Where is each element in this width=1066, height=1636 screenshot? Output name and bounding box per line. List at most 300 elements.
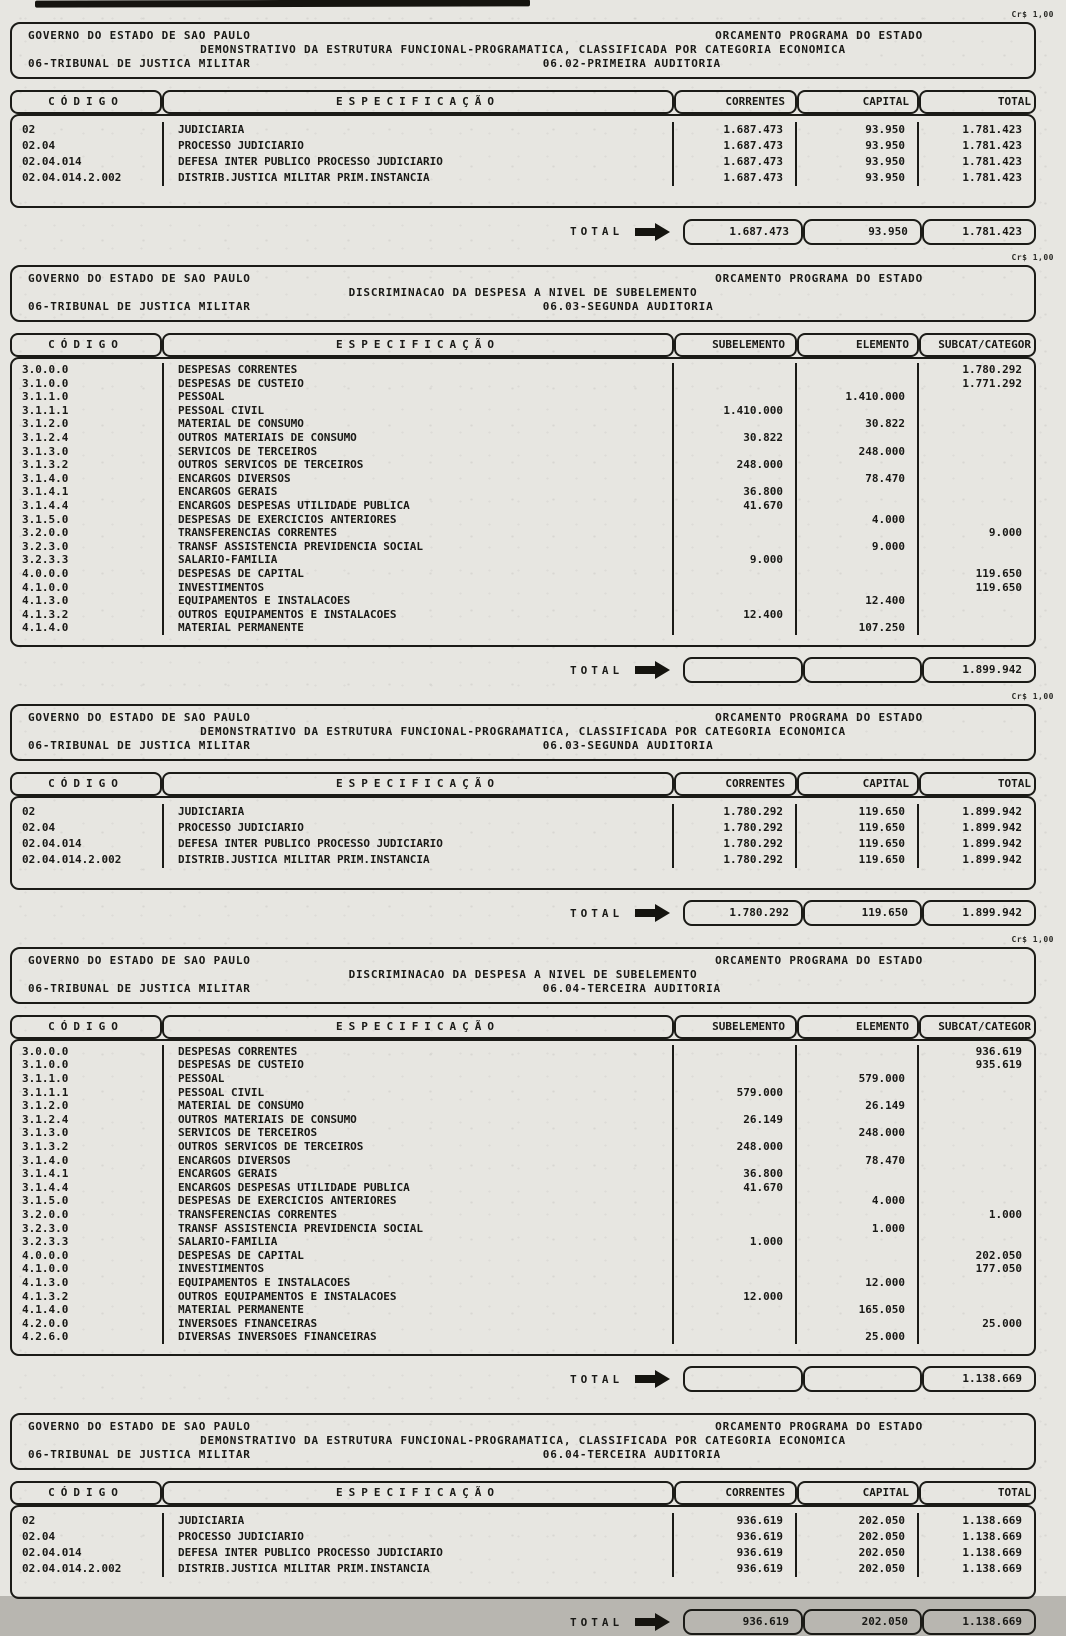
row-code: 3.1.1.0	[22, 390, 69, 404]
row-value: 30.822	[795, 417, 917, 431]
row-spec: OUTROS SERVICOS DE TERCEIROS	[162, 458, 672, 472]
total-arrow-icon	[635, 1369, 671, 1389]
section-header-box	[10, 265, 1036, 322]
row-code: 02.04.014	[22, 836, 82, 850]
row-value	[917, 1194, 1034, 1208]
row-value	[672, 540, 795, 554]
row-code: 4.0.0.0	[22, 566, 69, 580]
row-code: 3.2.3.0	[22, 1221, 69, 1235]
org-name: GOVERNO DO ESTADO DE SAO PAULO	[28, 29, 251, 42]
org-name: GOVERNO DO ESTADO DE SAO PAULO	[28, 710, 251, 724]
total-label: TOTAL	[570, 663, 624, 677]
row-code: 3.1.4.1	[22, 1167, 69, 1181]
column-header: CORRENTES	[674, 90, 797, 114]
row-value: 1.138.669	[917, 1561, 1034, 1577]
header-line-1	[28, 954, 1018, 967]
total-row	[10, 657, 1036, 684]
row-spec: PESSOAL CIVIL	[162, 404, 672, 418]
row-value: 202.050	[795, 1513, 917, 1529]
report-title: ORCAMENTO PROGRAMA DO ESTADO	[715, 272, 923, 285]
total-arrow-icon	[635, 660, 671, 680]
header-line-1	[28, 711, 1018, 724]
row-value: 1.138.669	[917, 1545, 1034, 1561]
header-line-1	[28, 29, 1018, 42]
table-body	[10, 796, 1036, 890]
row-value: 936.619	[917, 1045, 1034, 1059]
row-value: 1.899.942	[917, 820, 1034, 836]
row-value	[917, 1126, 1034, 1140]
row-code: 3.1.0.0	[22, 1058, 69, 1072]
row-value	[917, 1276, 1034, 1290]
currency-note: Cr$ 1,00	[1011, 253, 1054, 262]
total-value-col3: 1.138.669	[922, 1366, 1036, 1392]
row-value: 93.950	[795, 170, 917, 186]
row-value	[917, 485, 1034, 499]
row-value	[672, 1330, 795, 1344]
row-value	[917, 608, 1034, 622]
row-value	[917, 472, 1034, 486]
row-value: 1.687.473	[672, 154, 795, 170]
org-unit: 06-TRIBUNAL DE JUSTICA MILITAR	[28, 738, 251, 752]
row-value	[795, 485, 917, 499]
report-title: ORCAMENTO PROGRAMA DO ESTADO	[715, 710, 923, 724]
total-row	[10, 218, 1036, 245]
total-value-col2	[803, 1366, 922, 1392]
audit-unit: 06.03-SEGUNDA AUDITORIA	[542, 300, 714, 313]
header-line-2	[28, 968, 1018, 981]
column-header: CÓDIGO	[10, 333, 162, 357]
column-header: ESPECIFICAÇÃO	[162, 333, 674, 357]
row-code: 3.1.5.0	[22, 1194, 69, 1208]
row-code: 4.1.0.0	[22, 580, 69, 594]
row-value	[672, 1262, 795, 1276]
row-value	[795, 1249, 917, 1263]
row-value: 1.000	[917, 1208, 1034, 1222]
audit-unit: 06.03-SEGUNDA AUDITORIA	[542, 738, 714, 752]
row-value	[672, 513, 795, 527]
row-code: 3.1.3.0	[22, 444, 69, 458]
total-label: TOTAL	[570, 1615, 624, 1629]
row-value	[795, 1113, 917, 1127]
row-value	[795, 363, 917, 377]
row-value: 248.000	[672, 458, 795, 472]
row-value	[917, 1235, 1034, 1249]
row-value: 1.138.669	[917, 1529, 1034, 1545]
total-row	[10, 900, 1036, 927]
row-value: 1.780.292	[917, 363, 1034, 377]
row-code: 4.1.3.2	[22, 1289, 69, 1303]
row-value	[672, 1058, 795, 1072]
row-value	[795, 1317, 917, 1331]
total-label: TOTAL	[570, 1372, 624, 1386]
report-title: ORCAMENTO PROGRAMA DO ESTADO	[715, 1419, 923, 1433]
column-header: SUBCAT/CATEGOR	[919, 1015, 1036, 1039]
row-value: 1.687.473	[672, 138, 795, 154]
row-value: 202.050	[795, 1561, 917, 1577]
row-value	[917, 458, 1034, 472]
row-code: 4.1.3.2	[22, 607, 69, 621]
budget-section	[10, 691, 1054, 927]
row-value: 1.780.292	[672, 852, 795, 868]
column-header: ELEMENTO	[797, 333, 919, 357]
row-value	[795, 499, 917, 513]
row-value	[917, 1086, 1034, 1100]
row-code: 3.1.4.4	[22, 498, 69, 512]
row-code: 3.1.4.0	[22, 471, 69, 485]
row-value: 936.619	[672, 1545, 795, 1561]
row-value: 26.149	[795, 1099, 917, 1113]
report-subtitle: DEMONSTRATIVO DA ESTRUTURA FUNCIONAL-PROGRAMATICA, CLASSIFICADA POR CATEGORIA ECONOMICA	[200, 724, 846, 738]
row-value	[672, 1303, 795, 1317]
row-value	[917, 513, 1034, 527]
column-header: SUBELEMENTO	[674, 1015, 797, 1039]
row-spec: SERVICOS DE TERCEIROS	[162, 1126, 672, 1140]
row-spec: MATERIAL DE CONSUMO	[162, 1099, 672, 1113]
row-code: 3.0.0.0	[22, 363, 69, 376]
row-value	[672, 1276, 795, 1290]
total-row	[10, 1366, 1036, 1393]
row-code: 02.04	[22, 139, 56, 152]
row-value: 1.781.423	[917, 154, 1034, 170]
row-spec: TRANSF ASSISTENCIA PREVIDENCIA SOCIAL	[162, 540, 672, 554]
row-value	[917, 390, 1034, 404]
row-code: 3.1.1.1	[22, 1085, 69, 1099]
row-spec: DESPESAS DE EXERCICIOS ANTERIORES	[162, 513, 672, 527]
total-label: TOTAL	[570, 225, 624, 238]
row-value: 12.000	[795, 1276, 917, 1290]
row-value	[672, 621, 795, 635]
row-value	[917, 1072, 1034, 1086]
row-spec: ENCARGOS DIVERSOS	[162, 472, 672, 486]
row-value: 25.000	[795, 1330, 917, 1344]
row-value	[672, 1222, 795, 1236]
row-value	[672, 472, 795, 486]
table-header-row	[10, 1481, 1036, 1505]
org-unit: 06-TRIBUNAL DE JUSTICA MILITAR	[28, 300, 251, 313]
row-code: 3.1.2.4	[22, 1112, 69, 1126]
audit-unit: 06.02-PRIMEIRA AUDITORIA	[542, 57, 721, 70]
row-value: 936.619	[672, 1529, 795, 1545]
row-spec: PESSOAL	[162, 1072, 672, 1086]
row-value: 9.000	[672, 553, 795, 567]
row-value	[672, 445, 795, 459]
row-value	[917, 1140, 1034, 1154]
row-value	[795, 608, 917, 622]
column-header: CAPITAL	[797, 772, 919, 796]
total-value-col1	[683, 1366, 803, 1392]
row-spec: EQUIPAMENTOS E INSTALACOES	[162, 1276, 672, 1290]
row-value	[795, 1086, 917, 1100]
row-spec: ENCARGOS GERAIS	[162, 485, 672, 499]
audit-unit: 06.04-TERCEIRA AUDITORIA	[542, 981, 721, 995]
row-code: 4.1.4.0	[22, 1303, 69, 1317]
row-value: 1.899.942	[917, 852, 1034, 868]
row-spec: SALARIO-FAMILIA	[162, 1235, 672, 1249]
row-spec: DESPESAS DE CUSTEIO	[162, 1058, 672, 1072]
row-code: 3.2.3.0	[22, 539, 69, 553]
row-spec: PROCESSO JUDICIARIO	[162, 1529, 672, 1545]
row-value: 1.000	[795, 1222, 917, 1236]
org-unit: 06-TRIBUNAL DE JUSTICA MILITAR	[28, 981, 251, 995]
total-value-col3: 1.781.423	[922, 219, 1036, 245]
row-spec: JUDICIARIA	[162, 122, 672, 138]
row-value	[672, 1045, 795, 1059]
row-value	[672, 1099, 795, 1113]
row-value	[917, 404, 1034, 418]
row-spec: PROCESSO JUDICIARIO	[162, 820, 672, 836]
column-header: CÓDIGO	[10, 1015, 162, 1039]
row-spec: DISTRIB.JUSTICA MILITAR PRIM.INSTANCIA	[162, 1561, 672, 1577]
row-value: 1.000	[672, 1235, 795, 1249]
row-value	[795, 377, 917, 391]
report-subtitle: DISCRIMINACAO DA DESPESA A NIVEL DE SUBELEMENTO	[348, 286, 698, 299]
header-line-1	[28, 1420, 1018, 1433]
row-code: 02.04	[22, 1529, 56, 1543]
report-title: ORCAMENTO PROGRAMA DO ESTADO	[715, 29, 923, 42]
row-code: 02.04.014.2.002	[22, 171, 122, 184]
total-label: TOTAL	[570, 906, 624, 920]
row-spec: MATERIAL PERMANENTE	[162, 1303, 672, 1317]
row-value	[917, 1154, 1034, 1168]
row-value: 165.050	[795, 1303, 917, 1317]
row-value	[917, 499, 1034, 513]
row-value: 202.050	[795, 1529, 917, 1545]
row-spec: DESPESAS DE CAPITAL	[162, 567, 672, 581]
row-value: 26.149	[672, 1113, 795, 1127]
total-value-col1	[683, 657, 803, 683]
column-header: SUBCAT/CATEGOR	[919, 333, 1036, 357]
table-body	[10, 1505, 1036, 1599]
row-value	[917, 1330, 1034, 1344]
row-code: 02.04.014	[22, 155, 82, 168]
row-value	[917, 553, 1034, 567]
row-value	[917, 1222, 1034, 1236]
row-value: 41.670	[672, 499, 795, 513]
row-value: 1.781.423	[917, 170, 1034, 186]
row-value: 1.780.292	[672, 836, 795, 852]
column-header: ESPECIFICAÇÃO	[162, 1015, 674, 1039]
row-value: 12.400	[672, 608, 795, 622]
row-code: 02	[22, 123, 36, 136]
org-name: GOVERNO DO ESTADO DE SAO PAULO	[28, 272, 251, 285]
row-code: 3.1.1.0	[22, 1072, 69, 1086]
currency-note: Cr$ 1,00	[1011, 10, 1054, 19]
row-value	[795, 404, 917, 418]
row-value: 248.000	[795, 445, 917, 459]
row-spec: MATERIAL DE CONSUMO	[162, 417, 672, 431]
row-code: 4.1.3.0	[22, 1275, 69, 1289]
row-value: 78.470	[795, 472, 917, 486]
row-code: 3.0.0.0	[22, 1044, 69, 1058]
column-header: CAPITAL	[797, 90, 919, 114]
column-header: CÓDIGO	[10, 772, 162, 796]
row-spec: DISTRIB.JUSTICA MILITAR PRIM.INSTANCIA	[162, 170, 672, 186]
header-line-3	[28, 57, 1018, 70]
row-value	[672, 567, 795, 581]
row-value: 93.950	[795, 154, 917, 170]
row-value	[917, 417, 1034, 431]
row-code: 3.1.5.0	[22, 512, 69, 526]
row-spec: OUTROS MATERIAIS DE CONSUMO	[162, 1113, 672, 1127]
row-value: 579.000	[672, 1086, 795, 1100]
row-value: 107.250	[795, 621, 917, 635]
row-value	[672, 377, 795, 391]
row-code: 3.1.4.0	[22, 1153, 69, 1167]
total-value-col2: 93.950	[803, 219, 922, 245]
total-arrow-icon	[635, 1612, 671, 1632]
column-header: TOTAL	[919, 1481, 1036, 1505]
audit-unit: 06.04-TERCEIRA AUDITORIA	[542, 1447, 721, 1461]
row-value: 78.470	[795, 1154, 917, 1168]
row-value: 9.000	[795, 540, 917, 554]
row-spec: PESSOAL	[162, 390, 672, 404]
column-header: CAPITAL	[797, 1481, 919, 1505]
budget-section	[10, 1401, 1036, 1636]
row-spec: INVESTIMENTOS	[162, 1262, 672, 1276]
row-code: 3.2.0.0	[22, 526, 69, 540]
row-value: 177.050	[917, 1262, 1034, 1276]
row-code: 3.2.0.0	[22, 1208, 69, 1221]
row-spec: DESPESAS DE CUSTEIO	[162, 377, 672, 391]
table-header-row	[10, 772, 1036, 796]
header-line-3	[28, 982, 1018, 995]
total-row	[10, 1609, 1036, 1636]
row-spec: INVERSOES FINANCEIRAS	[162, 1317, 672, 1331]
total-value-col2	[803, 657, 922, 683]
currency-note: Cr$ 1,00	[1011, 934, 1054, 944]
total-arrow-icon	[635, 222, 671, 242]
row-value: 12.400	[795, 594, 917, 608]
row-spec: INVESTIMENTOS	[162, 581, 672, 595]
scan-artifact-bar	[35, 0, 530, 8]
row-spec: DIVERSAS INVERSOES FINANCEIRAS	[162, 1330, 672, 1344]
row-value: 935.619	[917, 1058, 1034, 1072]
row-value	[917, 431, 1034, 445]
row-value	[795, 553, 917, 567]
org-name: GOVERNO DO ESTADO DE SAO PAULO	[28, 1419, 251, 1433]
row-value	[672, 1126, 795, 1140]
section-header-box	[10, 947, 1036, 1004]
row-value	[917, 594, 1034, 608]
row-value: 119.650	[917, 567, 1034, 581]
row-value: 1.781.423	[917, 138, 1034, 154]
row-value	[795, 1140, 917, 1154]
header-line-1	[28, 272, 1018, 285]
row-value	[917, 540, 1034, 554]
total-value-col2: 119.650	[803, 900, 922, 926]
row-spec: OUTROS SERVICOS DE TERCEIROS	[162, 1140, 672, 1154]
row-value: 4.000	[795, 513, 917, 527]
row-value	[672, 1317, 795, 1331]
row-spec: PROCESSO JUDICIARIO	[162, 138, 672, 154]
row-value: 119.650	[795, 852, 917, 868]
row-value	[917, 1167, 1034, 1181]
row-value: 202.050	[795, 1545, 917, 1561]
table-body	[10, 114, 1036, 208]
row-value: 1.771.292	[917, 377, 1034, 391]
column-header: ESPECIFICAÇÃO	[162, 90, 674, 114]
section-header-box	[10, 704, 1036, 761]
row-value: 119.650	[917, 581, 1034, 595]
row-code: 02.04.014	[22, 1545, 82, 1559]
row-value	[795, 567, 917, 581]
row-value	[917, 445, 1034, 459]
org-unit: 06-TRIBUNAL DE JUSTICA MILITAR	[28, 57, 251, 70]
row-code: 4.2.6.0	[22, 1330, 69, 1344]
row-code: 3.1.0.0	[22, 376, 69, 390]
report-subtitle: DISCRIMINACAO DA DESPESA A NIVEL DE SUBELEMENTO	[348, 967, 698, 981]
row-value: 1.138.669	[917, 1513, 1034, 1529]
row-value: 36.800	[672, 1167, 795, 1181]
report-subtitle: DEMONSTRATIVO DA ESTRUTURA FUNCIONAL-PROGRAMATICA, CLASSIFICADA POR CATEGORIA ECONOMICA	[200, 1433, 846, 1447]
column-header: ELEMENTO	[797, 1015, 919, 1039]
row-value: 1.780.292	[672, 804, 795, 820]
row-spec: DESPESAS CORRENTES	[162, 363, 672, 377]
row-value	[672, 390, 795, 404]
org-name: GOVERNO DO ESTADO DE SAO PAULO	[28, 953, 251, 967]
row-value	[672, 363, 795, 377]
section-header-box	[10, 1413, 1036, 1470]
row-value: 36.800	[672, 485, 795, 499]
row-value: 936.619	[672, 1561, 795, 1577]
header-line-2	[28, 43, 1018, 56]
row-spec: DISTRIB.JUSTICA MILITAR PRIM.INSTANCIA	[162, 852, 672, 868]
header-line-2	[28, 725, 1018, 738]
row-code: 3.1.3.2	[22, 458, 69, 472]
row-value: 202.050	[917, 1249, 1034, 1263]
row-value	[795, 1058, 917, 1072]
row-code: 4.1.0.0	[22, 1262, 69, 1276]
total-value-col1: 1.780.292	[683, 900, 803, 926]
row-spec: ENCARGOS GERAIS	[162, 1167, 672, 1181]
total-value-col3: 1.899.942	[922, 657, 1036, 683]
row-value: 1.687.473	[672, 170, 795, 186]
table-header-row	[10, 90, 1036, 114]
row-value	[672, 526, 795, 540]
row-code: 3.1.3.2	[22, 1140, 69, 1154]
table-body	[10, 1039, 1036, 1356]
row-code: 4.0.0.0	[22, 1248, 69, 1262]
row-value: 119.650	[795, 820, 917, 836]
row-code: 3.1.2.4	[22, 430, 69, 444]
row-value: 1.687.473	[672, 122, 795, 138]
column-header: CÓDIGO	[10, 90, 162, 114]
row-value	[672, 1208, 795, 1222]
column-header: CORRENTES	[674, 772, 797, 796]
column-header: TOTAL	[919, 772, 1036, 796]
column-header: TOTAL	[919, 90, 1036, 114]
header-line-2	[28, 286, 1018, 299]
budget-section	[10, 253, 1054, 684]
budget-section	[10, 934, 1054, 1393]
row-value	[795, 1262, 917, 1276]
row-spec: ENCARGOS DIVERSOS	[162, 1154, 672, 1168]
column-header: ESPECIFICAÇÃO	[162, 772, 674, 796]
row-value	[672, 581, 795, 595]
row-code: 3.1.3.0	[22, 1126, 69, 1140]
row-code: 3.1.2.0	[22, 1099, 69, 1113]
row-value	[672, 1249, 795, 1263]
row-value	[917, 1113, 1034, 1127]
row-spec: DESPESAS DE CAPITAL	[162, 1249, 672, 1263]
row-value	[917, 1099, 1034, 1113]
row-value: 248.000	[795, 1126, 917, 1140]
row-spec: DEFESA INTER PUBLICO PROCESSO JUDICIARIO	[162, 1545, 672, 1561]
row-value	[672, 1194, 795, 1208]
row-value: 93.950	[795, 138, 917, 154]
total-value-col1: 1.687.473	[683, 219, 803, 245]
row-value: 936.619	[672, 1513, 795, 1529]
